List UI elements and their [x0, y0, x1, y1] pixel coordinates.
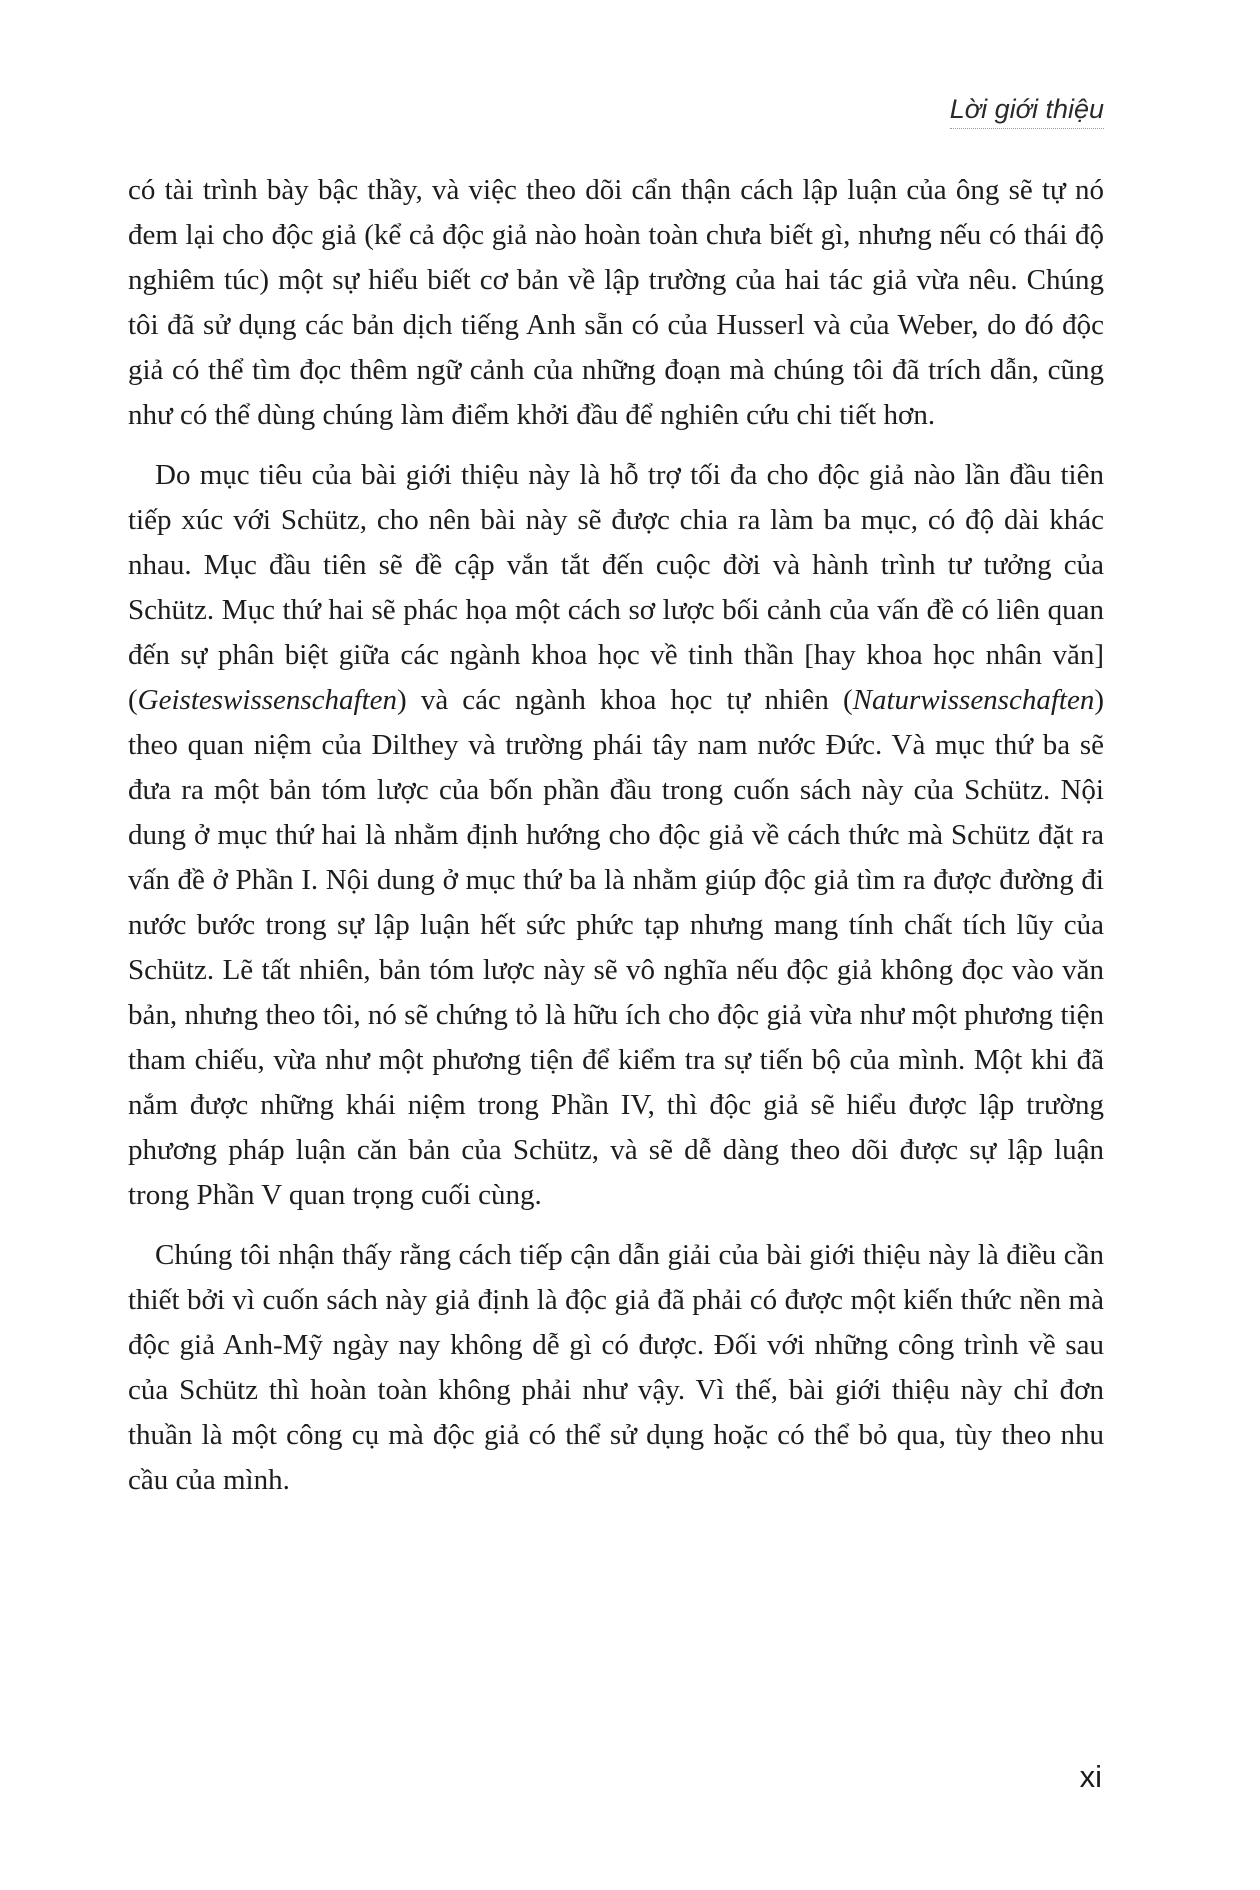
page-body	[128, 168, 1104, 1518]
text-segment: có tài trình bày bậc thầy, và việc theo dõi cẩn thận cách lập luận của ông sẽ tự nó đem lại cho độc giả (kể cả độc giả nào hoàn toàn chưa biết gì, nhưng nếu có thái độ nghiêm túc) một sự hiểu biết cơ bản về lập trường của hai tác giả vừa nêu. Chúng tôi đã sử dụng các bản dịch tiếng Anh sẵn có của Husserl và của Weber, do đó độc giả có thể tìm đọc thêm ngữ cảnh của những đoạn mà chúng tôi đã trích dẫn, cũng như có thể dùng chúng làm điểm khởi đầu để nghiên cứu chi tiết hơn.	[128, 174, 1104, 431]
running-header: Lời giới thiệu	[950, 94, 1104, 129]
page-number: xi	[1079, 1759, 1102, 1794]
text-segment: Do mục tiêu của bài giới thiệu này là hỗ trợ tối đa cho độc giả nào lần đầu tiên tiếp xúc với Schütz, cho nên bài này sẽ được chia ra làm ba mục, có độ dài khác nhau. Mục đầu tiên sẽ đề cập vắn tắt đến cuộc đời và hành trình tư tưởng của Schütz. Mục thứ hai sẽ phác họa một cách sơ lược bối cảnh của vấn đề có liên quan đến sự phân biệt giữa các ngành khoa học về tinh thần [hay khoa học nhân văn] (	[128, 459, 1104, 716]
italic-term: Naturwissenschaften	[852, 684, 1095, 716]
paragraph	[128, 168, 1104, 438]
text-segment: ) và các ngành khoa học tự nhiên (	[397, 684, 853, 716]
paragraph	[128, 453, 1104, 1218]
italic-term: Geisteswissenschaften	[137, 684, 398, 716]
text-segment: Chúng tôi nhận thấy rằng cách tiếp cận dẫn giải của bài giới thiệu này là điều cần thiết bởi vì cuốn sách này giả định là độc giả đã phải có được một kiến thức nền mà độc giả Anh-Mỹ ngày nay không dễ gì có được. Đối với những công trình về sau của Schütz thì hoàn toàn không phải như vậy. Vì thế, bài giới thiệu này chỉ đơn thuần là một công cụ mà độc giả có thể sử dụng hoặc có thể bỏ qua, tùy theo nhu cầu của mình.	[128, 1239, 1104, 1496]
text-segment: ) theo quan niệm của Dilthey và trường phái tây nam nước Đức. Và mục thứ ba sẽ đưa ra một bản tóm lược của bốn phần đầu trong cuốn sách này của Schütz. Nội dung ở mục thứ hai là nhằm định hướng cho độc giả về cách thức mà Schütz đặt ra vấn đề ở Phần I. Nội dung ở mục thứ ba là nhằm giúp độc giả tìm ra được đường đi nước bước trong sự lập luận hết sức phức tạp nhưng mang tính chất tích lũy của Schütz. Lẽ tất nhiên, bản tóm lược này sẽ vô nghĩa nếu độc giả không đọc vào văn bản, nhưng theo tôi, nó sẽ chứng tỏ là hữu ích cho độc giả vừa như một phương tiện tham chiếu, vừa như một phương tiện để kiểm tra sự tiến bộ của mình. Một khi đã nắm được những khái niệm trong Phần IV, thì độc giả sẽ hiểu được lập trường phương pháp luận căn bản của Schütz, và sẽ dễ dàng theo dõi được sự lập luận trong Phần V quan trọng cuối cùng.	[128, 684, 1104, 1211]
paragraph	[128, 1233, 1104, 1503]
